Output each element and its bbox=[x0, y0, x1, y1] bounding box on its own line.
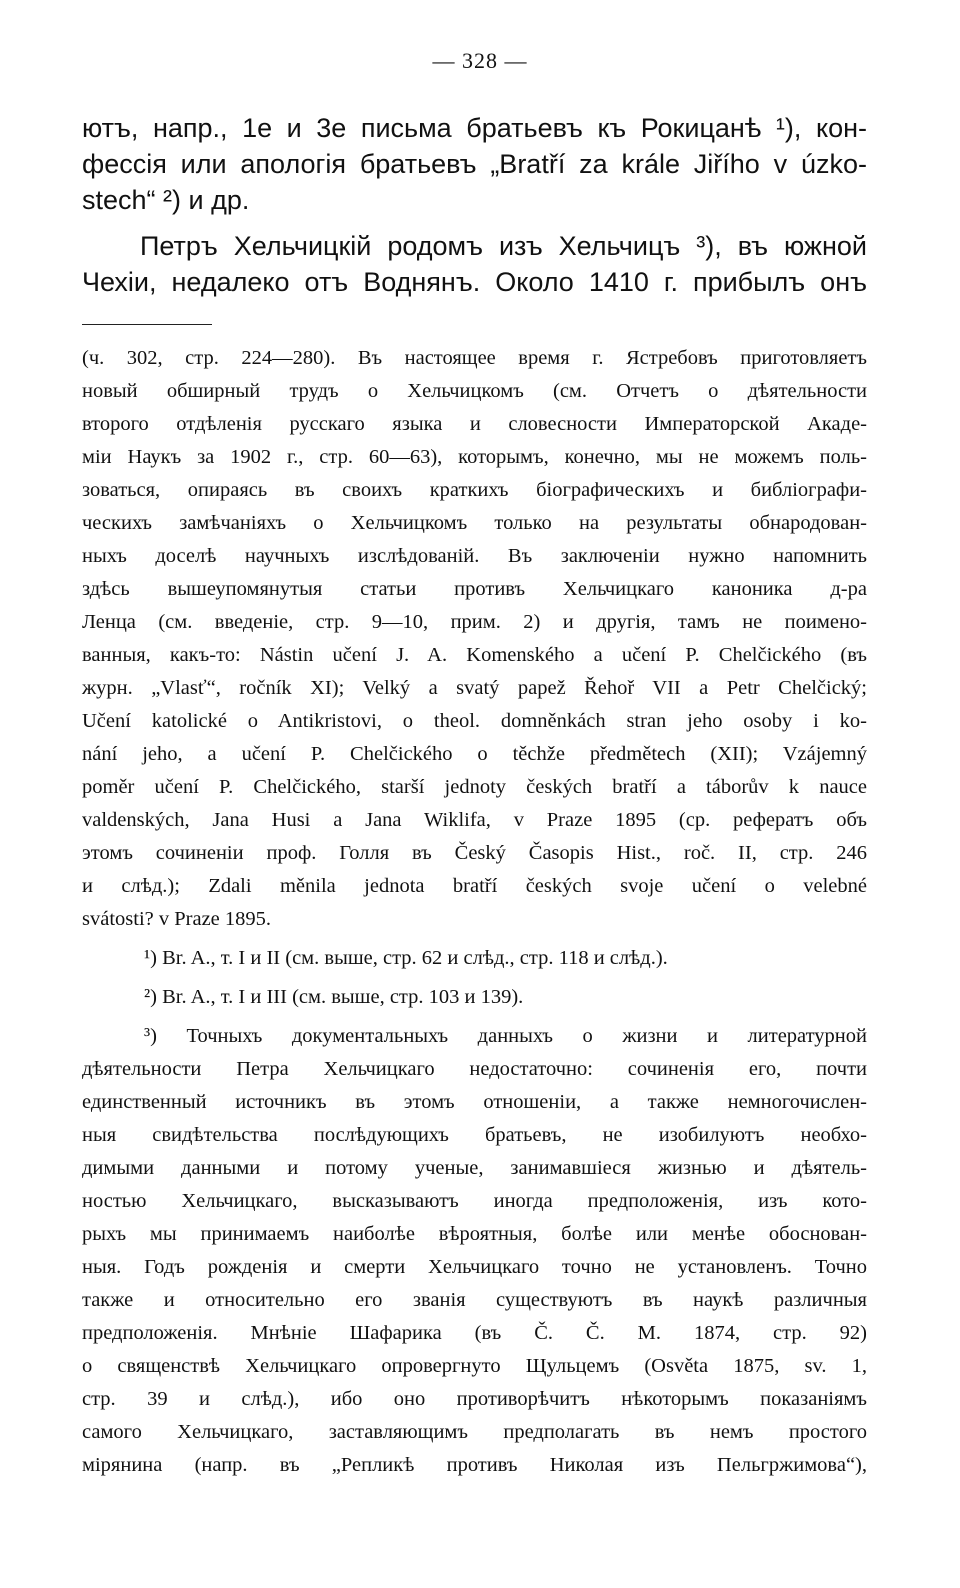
footnote-1: ¹) Br. A., т. I и II (см. выше, стр. 62 и слѣд., стр. 118 и слѣд.). bbox=[144, 947, 668, 969]
footnote-3-line: димыми данными и потому ученые, занимавшіеся жизнью и дѣятель- bbox=[82, 1157, 867, 1179]
footnote-3-line: мірянина (напр. въ „Репликѣ противъ Николая изъ Пельгржимова“), bbox=[82, 1454, 867, 1476]
continued-note-line: этомъ сочиненіи проф. Голля въ Český Časopis Hist., roč. II, стр. 246 bbox=[82, 842, 867, 864]
footnote-separator bbox=[82, 324, 212, 325]
main-line: stech“ ²) и др. bbox=[82, 185, 250, 215]
footnote-3-line: стр. 39 и слѣд.), ибо оно противорѣчитъ нѣкоторымъ показаніямъ bbox=[82, 1388, 867, 1410]
continued-note-line: ныхъ доселѣ научныхъ изслѣдованій. Въ заключеніи нужно напомнить bbox=[82, 545, 867, 567]
continued-note-line: журн. „Vlasť“, ročník XI); Velký a svatý papež Řehoř VII a Petr Chelčický; bbox=[82, 677, 867, 699]
footnote-3-line: рыхъ мы принимаемъ наиболѣе вѣроятныя, болѣе или менѣе обоснован- bbox=[82, 1223, 867, 1245]
footnote-2: ²) Br. A., т. I и III (см. выше, стр. 103 и 139). bbox=[144, 986, 524, 1008]
continued-note-line: Ленца (см. введеніе, стр. 9—10, прим. 2) и другія, тамъ не поимено- bbox=[82, 611, 867, 633]
continued-note-line: Učení katolické o Antikristovi, o theol. domněnkách stran jeho osoby i ko- bbox=[82, 710, 867, 732]
main-text bbox=[82, 110, 867, 300]
continued-note-line: poměr učení P. Chelčického, starší jednoty českých bratří a táborův k nauce bbox=[82, 776, 867, 798]
footnote-3-line: о священствѣ Хельчицкаго опровергнуто Щульцемъ (Osvěta 1875, sv. 1, bbox=[82, 1355, 867, 1377]
continued-note-line: новый обширный трудъ о Хельчицкомъ (см. Отчетъ о дѣятельности bbox=[82, 380, 867, 402]
footnote-3-line: ³) Точныхъ документальныхъ данныхъ о жизни и литературной bbox=[144, 1025, 867, 1047]
footnotes bbox=[82, 342, 867, 1482]
continued-note-line: здѣсь вышеупомянутыя статьи противъ Хельчицкаго каноника д-ра bbox=[82, 578, 867, 600]
footnote-3-line: ныя. Годъ рожденія и смерти Хельчицкаго точно не установленъ. Точно bbox=[82, 1256, 867, 1278]
continued-note-line: второго отдѣленія русскаго языка и словесности Императорской Акаде- bbox=[82, 413, 867, 435]
continued-note-line: ванныя, какъ-то: Nástin učení J. A. Komenského a učení P. Chelčického (въ bbox=[82, 644, 867, 666]
continued-note-line: зоваться, опираясь въ своихъ краткихъ біографическихъ и библіографи- bbox=[82, 479, 867, 501]
main-line: Чехіи, недалеко отъ Воднянъ. Около 1410 г. прибылъ онъ bbox=[82, 267, 867, 297]
main-line: фессія или апологія братьевъ „Bratří za krále Jiřího v úzko- bbox=[82, 149, 867, 179]
main-line: Петръ Хельчицкій родомъ изъ Хельчицъ ³), въ южной bbox=[140, 231, 867, 261]
continued-note-line: (ч. 302, стр. 224—280). Въ настоящее время г. Ястребовъ приготовляетъ bbox=[82, 347, 867, 369]
continued-note-line: ческихъ замѣчаніяхъ о Хельчицкомъ только на результаты обнародован- bbox=[82, 512, 867, 534]
continued-note-line: svátosti? v Praze 1895. bbox=[82, 908, 272, 930]
page-number: — 328 — bbox=[432, 48, 528, 73]
continued-note-line: nání jeho, a učení P. Chelčického o těchže předmětech (XII); Vzájemný bbox=[82, 743, 867, 765]
footnote-3-line: ныя свидѣтельства послѣдующихъ братьевъ, не изобилуютъ необхо- bbox=[82, 1124, 867, 1146]
main-line: ютъ, напр., 1е и 3е письма братьевъ къ Рокицанѣ ¹), кон- bbox=[82, 113, 867, 143]
footnote-3-line: предположенія. Мнѣніе Шафарика (въ Č. Č. M. 1874, стр. 92) bbox=[82, 1322, 867, 1344]
footnote-3-line: единственный источникъ въ этомъ отношеніи, а также немногочислен- bbox=[82, 1091, 867, 1113]
footnote-3-line: самого Хельчицкаго, заставляющимъ предполагать въ немъ простого bbox=[82, 1421, 867, 1443]
footnote-3-line: ностью Хельчицкаго, высказываютъ иногда предположенія, изъ кото- bbox=[82, 1190, 867, 1212]
continued-note-line: міи Наукъ за 1902 г., стр. 60—63), которымъ, конечно, мы не можемъ поль- bbox=[82, 446, 867, 468]
footnote-3-line: также и относительно его званія существуютъ въ наукѣ различныя bbox=[82, 1289, 867, 1311]
continued-note-line: и слѣд.); Zdali měnila jednota bratří českých svoje učení o velebné bbox=[82, 875, 867, 897]
continued-note-line: valdenských, Jana Husi a Jana Wiklifa, v Praze 1895 (ср. рефератъ объ bbox=[82, 809, 867, 831]
footnote-3-line: дѣятельности Петра Хельчицкаго недостаточно: сочиненія его, почти bbox=[82, 1058, 867, 1080]
